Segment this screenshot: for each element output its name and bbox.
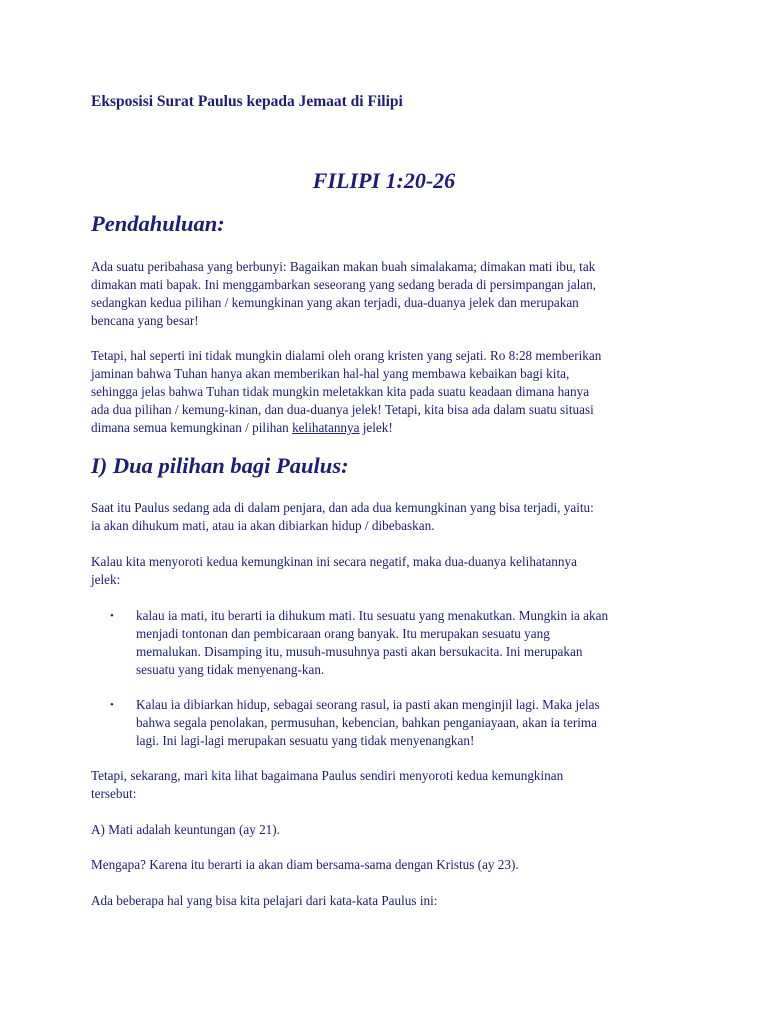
text-line: sesuatu yang tidak menyenang-kan. <box>136 662 325 677</box>
section-1-paragraph-2 <box>91 553 691 589</box>
section-1-paragraph-3 <box>91 767 691 803</box>
section-1-paragraph-1 <box>91 499 691 535</box>
text-line <box>91 419 691 437</box>
text-line: tersebut: <box>91 786 137 801</box>
text-line: Kalau ia dibiarkan hidup, sebagai seorang rasul, ia pasti akan menginjil lagi. Maka jelas <box>136 697 600 712</box>
text-line: Ada beberapa hal yang bisa kita pelajari dari kata-kata Paulus ini: <box>91 893 438 908</box>
text-line: memalukan. Disamping itu, musuh-musuhnya pasti akan bersukacita. Ini merupakan <box>136 644 583 659</box>
section-1-paragraph-5 <box>91 856 691 874</box>
text-line: menjadi tontonan dan pembicaraan orang banyak. Itu merupakan sesuatu yang <box>136 626 550 641</box>
section-1-heading: I) Dua pilihan bagi Paulus: <box>91 453 349 478</box>
text-segment: jelek! <box>359 420 393 435</box>
text-line: ada dua pilihan / kemung-kinan, dan dua-duanya jelek! Tetapi, kita bisa ada dalam suatu situasi <box>91 402 594 417</box>
text-line: A) Mati adalah keuntungan (ay 21). <box>91 822 280 837</box>
text-line: dimakan mati bapak. Ini menggambarkan seseorang yang sedang berada di persimpangan jalan, <box>91 277 596 292</box>
text-line: Tetapi, sekarang, mari kita lihat bagaimana Paulus sendiri menyoroti kedua kemungkinan <box>91 768 564 783</box>
text-line: bencana yang besar! <box>91 313 199 328</box>
section-1-paragraph-6 <box>91 892 691 910</box>
text-line: jelek: <box>91 572 121 587</box>
point-a-paragraph <box>91 821 691 839</box>
text-line: Saat itu Paulus sedang ada di dalam penjara, dan ada dua kemungkinan yang bisa terjadi, yaitu: <box>91 500 594 515</box>
text-line: bahwa segala penolakan, permusuhan, kebencian, bahkan penganiayaan, akan ia terima <box>136 715 597 730</box>
text-line: Ada suatu peribahasa yang berbunyi: Bagaikan makan buah simalakama; dimakan mati ibu, tak <box>91 259 596 274</box>
text-line: Mengapa? Karena itu berarti ia akan diam bersama-sama dengan Kristus (ay 23). <box>91 857 519 872</box>
intro-paragraph-2 <box>91 347 691 437</box>
chapter-title: FILIPI 1:20-26 <box>312 168 456 193</box>
text-line: kalau ia mati, itu berarti ia dihukum mati. Itu sesuatu yang menakutkan. Mungkin ia akan <box>136 608 609 623</box>
intro-paragraph-1 <box>91 258 691 330</box>
underlined-word: kelihatannya <box>292 420 360 435</box>
text-line: sedangkan kedua pilihan / kemungkinan yang akan terjadi, dua-duanya jelek dan merupakan <box>91 295 579 310</box>
bullet-icon: • <box>110 699 114 711</box>
text-line: lagi. Ini lagi-lagi merupakan sesuatu yang tidak menyenangkan! <box>136 733 475 748</box>
bullet-icon: • <box>110 610 114 622</box>
text-line: Kalau kita menyoroti kedua kemungkinan ini secara negatif, maka dua-duanya kelihatannya <box>91 554 577 569</box>
text-line: jaminan bahwa Tuhan hanya akan memberikan hal-hal yang membawa kebaikan bagi kita, <box>91 366 570 381</box>
text-line: sehingga jelas bahwa Tuhan tidak mungkin meletakkan kita pada suatu keadaan dimana hanya <box>91 384 590 399</box>
intro-heading: Pendahuluan: <box>91 211 225 236</box>
text-segment: dimana semua kemungkinan / pilihan <box>91 420 293 435</box>
series-title: Eksposisi Surat Paulus kepada Jemaat di Filipi <box>91 93 403 110</box>
text-line: Tetapi, hal seperti ini tidak mungkin dialami oleh orang kristen yang sejati. Ro 8:28 memberikan <box>91 348 602 363</box>
text-line: ia akan dihukum mati, atau ia akan dibiarkan hidup / dibebaskan. <box>91 518 435 533</box>
